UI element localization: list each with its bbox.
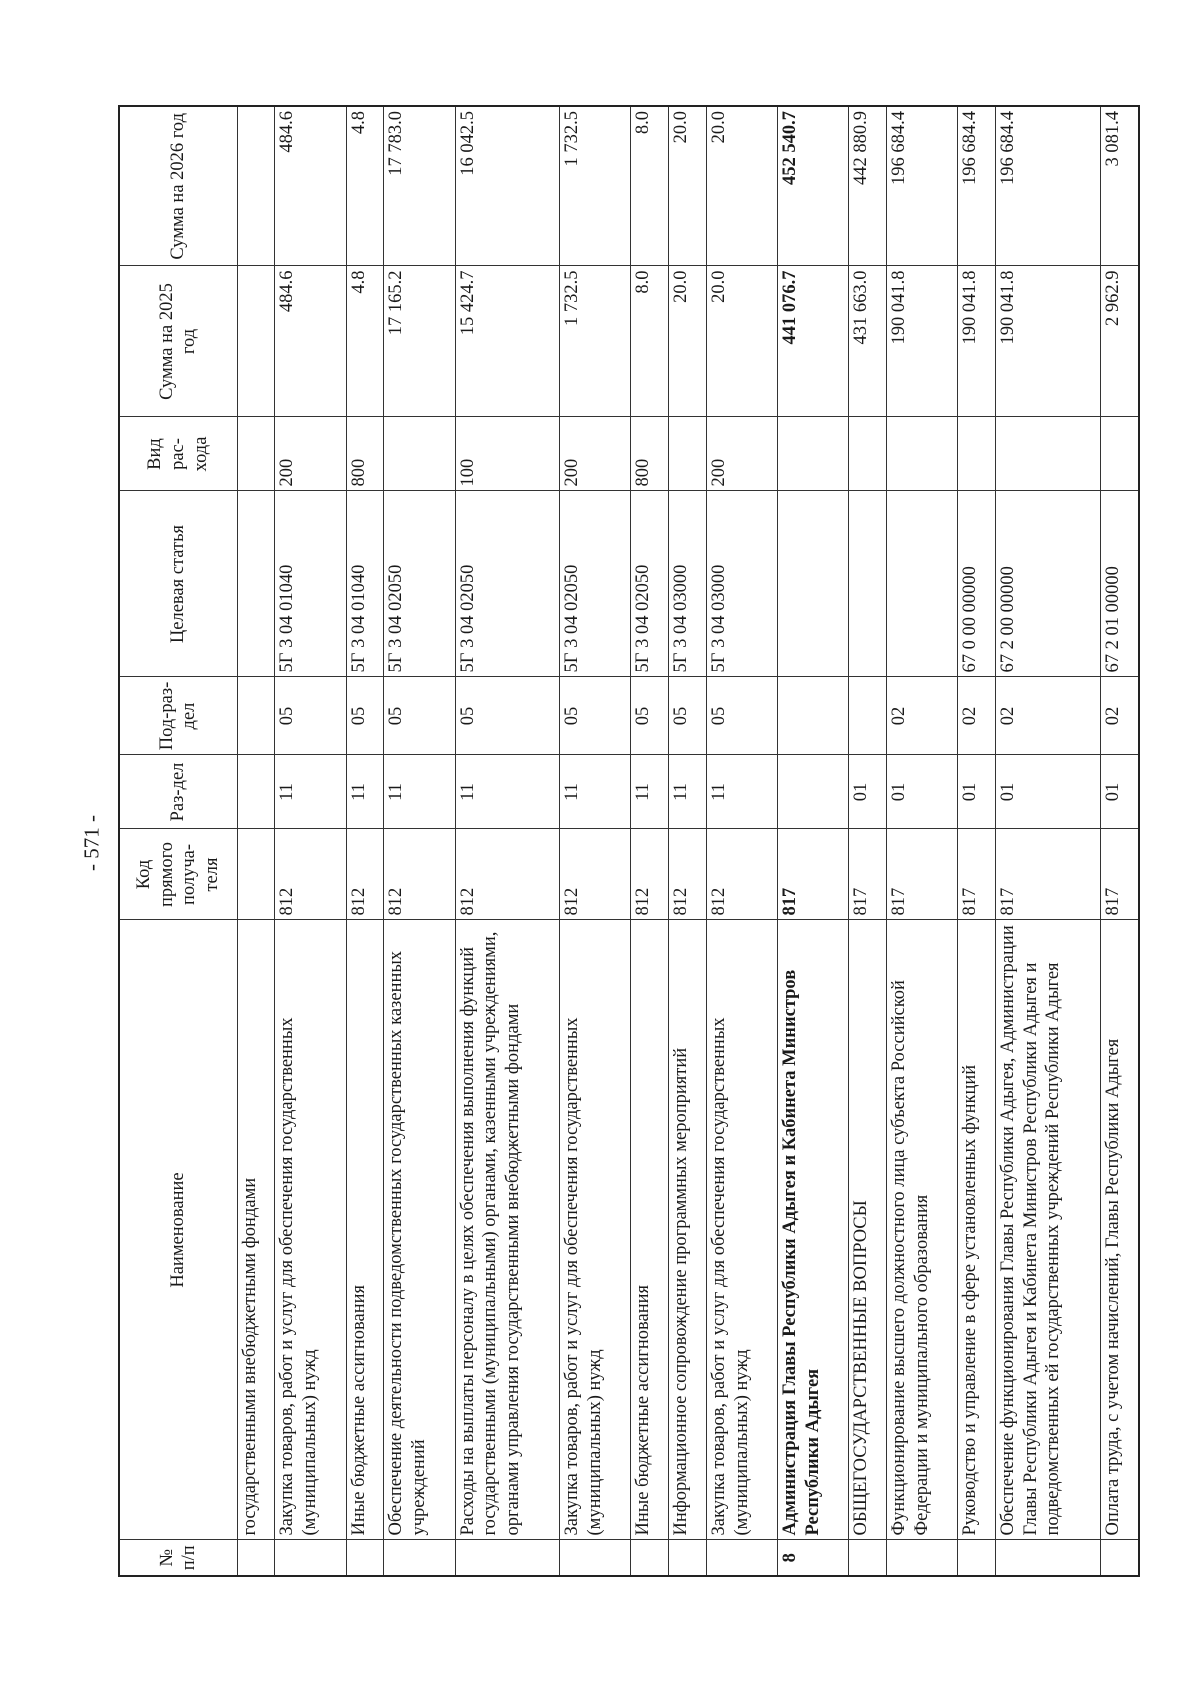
cell-sum-2025 — [237, 266, 275, 417]
cell-code: 817 — [887, 829, 958, 920]
table-row — [1100, 106, 1139, 1576]
cell-num — [669, 1540, 707, 1576]
cell-sum-2026: 3 081.4 — [1100, 106, 1139, 266]
table-row — [958, 106, 996, 1576]
cell-num — [1100, 1540, 1139, 1576]
cell-sum-2025: 20.0 — [669, 266, 707, 417]
table-row — [384, 106, 455, 1576]
cell-num: 8 — [778, 1540, 849, 1576]
cell-name: Информационное сопровождение программных мероприятий — [669, 920, 707, 1540]
table-body — [237, 106, 1139, 1576]
cell-sum-2026: 8.0 — [631, 106, 669, 266]
cell-article: 67 2 00 00000 — [996, 491, 1101, 677]
cell-name: Функционирование высшего должностного лица субъекта Российской Федерации и муниципального образования — [887, 920, 958, 1540]
cell-code: 817 — [996, 829, 1101, 920]
cell-sum-2026: 442 880.9 — [849, 106, 887, 266]
cell-article: 5Г 3 04 02050 — [560, 491, 631, 677]
cell-sum-2025: 15 424.7 — [455, 266, 560, 417]
cell-sum-2025: 431 663.0 — [849, 266, 887, 417]
cell-section: 11 — [560, 755, 631, 829]
table-row — [778, 106, 849, 1576]
cell-sum-2026 — [237, 106, 275, 266]
cell-sum-2026: 20.0 — [706, 106, 777, 266]
cell-num — [849, 1540, 887, 1576]
cell-subsection: 05 — [706, 677, 777, 755]
cell-expense-type: 100 — [455, 417, 560, 491]
cell-subsection — [778, 677, 849, 755]
cell-sum-2026: 16 042.5 — [455, 106, 560, 266]
cell-article: 67 0 00 00000 — [958, 491, 996, 677]
cell-sum-2026: 452 540.7 — [778, 106, 849, 266]
cell-article: 5Г 3 04 02050 — [455, 491, 560, 677]
cell-sum-2025: 190 041.8 — [887, 266, 958, 417]
cell-num — [237, 1540, 275, 1576]
header-subsection: Под-раз-дел — [119, 677, 237, 755]
cell-section — [778, 755, 849, 829]
cell-name: Обеспечение функционирования Главы Республики Адыгея, Администрации Главы Республики Адыгея и Кабинета Министров Республики Адыгея и подведомственных ей государственных учреждений Республики Адыгея — [996, 920, 1101, 1540]
table-row — [996, 106, 1101, 1576]
cell-expense-type — [958, 417, 996, 491]
cell-expense-type: 800 — [346, 417, 384, 491]
cell-section: 11 — [706, 755, 777, 829]
cell-num — [346, 1540, 384, 1576]
cell-section: 11 — [669, 755, 707, 829]
cell-section: 01 — [849, 755, 887, 829]
cell-name: Оплата труда, с учетом начислений, Главы Республики Адыгея — [1100, 920, 1139, 1540]
cell-article: 67 2 01 00000 — [1100, 491, 1139, 677]
cell-section: 01 — [996, 755, 1101, 829]
cell-code: 812 — [346, 829, 384, 920]
cell-sum-2026: 1 732.5 — [560, 106, 631, 266]
cell-section: 11 — [631, 755, 669, 829]
cell-sum-2026: 196 684.4 — [958, 106, 996, 266]
cell-subsection: 05 — [346, 677, 384, 755]
cell-sum-2025: 17 165.2 — [384, 266, 455, 417]
cell-article — [237, 491, 275, 677]
cell-article: 5Г 3 04 03000 — [706, 491, 777, 677]
cell-sum-2026: 196 684.4 — [887, 106, 958, 266]
cell-code: 812 — [631, 829, 669, 920]
cell-sum-2025: 484.6 — [275, 266, 346, 417]
cell-sum-2026: 20.0 — [669, 106, 707, 266]
cell-subsection: 05 — [384, 677, 455, 755]
cell-subsection: 02 — [996, 677, 1101, 755]
cell-expense-type — [669, 417, 707, 491]
cell-sum-2026: 4.8 — [346, 106, 384, 266]
table-row — [275, 106, 346, 1576]
cell-subsection — [849, 677, 887, 755]
table-row — [631, 106, 669, 1576]
cell-num — [887, 1540, 958, 1576]
cell-article — [778, 491, 849, 677]
cell-sum-2025: 20.0 — [706, 266, 777, 417]
cell-num — [560, 1540, 631, 1576]
cell-name: Иные бюджетные ассигнования — [346, 920, 384, 1540]
cell-num — [958, 1540, 996, 1576]
cell-section: 11 — [455, 755, 560, 829]
page-number: - 571 - — [79, 815, 104, 871]
header-article: Целевая статья — [119, 491, 237, 677]
cell-code: 812 — [706, 829, 777, 920]
cell-expense-type — [996, 417, 1101, 491]
cell-code: 817 — [1100, 829, 1139, 920]
cell-code: 812 — [455, 829, 560, 920]
cell-code: 817 — [849, 829, 887, 920]
header-sum-2025: Сумма на 2025 год — [119, 266, 237, 417]
table-row — [237, 106, 275, 1576]
cell-subsection: 02 — [1100, 677, 1139, 755]
cell-subsection: 05 — [669, 677, 707, 755]
cell-code: 812 — [669, 829, 707, 920]
cell-code — [237, 829, 275, 920]
cell-sum-2025: 1 732.5 — [560, 266, 631, 417]
cell-sum-2025: 8.0 — [631, 266, 669, 417]
cell-name: Администрация Главы Республики Адыгея и Кабинета Министров Республики Адыгея — [778, 920, 849, 1540]
cell-section: 11 — [346, 755, 384, 829]
cell-section: 01 — [887, 755, 958, 829]
cell-expense-type: 200 — [560, 417, 631, 491]
table-row — [849, 106, 887, 1576]
header-expense-type: Вид рас-хода — [119, 417, 237, 491]
header-code: Код прямого получа-теля — [119, 829, 237, 920]
header-sum-2026: Сумма на 2026 год — [119, 106, 237, 266]
cell-expense-type — [1100, 417, 1139, 491]
table-row — [706, 106, 777, 1576]
cell-name: Руководство и управление в сфере установленных функций — [958, 920, 996, 1540]
cell-expense-type: 200 — [275, 417, 346, 491]
cell-subsection: 05 — [275, 677, 346, 755]
cell-name: Закупка товаров, работ и услуг для обеспечения государственных (муниципальных) нужд — [275, 920, 346, 1540]
cell-num — [996, 1540, 1101, 1576]
cell-subsection: 05 — [631, 677, 669, 755]
table-row — [887, 106, 958, 1576]
budget-table — [118, 105, 1140, 1577]
table-row — [560, 106, 631, 1576]
cell-name: ОБЩЕГОСУДАРСТВЕННЫЕ ВОПРОСЫ — [849, 920, 887, 1540]
cell-expense-type — [384, 417, 455, 491]
cell-expense-type — [849, 417, 887, 491]
cell-name: Расходы на выплаты персоналу в целях обеспечения выполнения функций государственными (муниципальными) органами, казенными учреждениями, органами управления государственными внебюджетными фондами — [455, 920, 560, 1540]
cell-sum-2026: 17 783.0 — [384, 106, 455, 266]
header-section: Раз-дел — [119, 755, 237, 829]
cell-section: 11 — [384, 755, 455, 829]
cell-code: 812 — [560, 829, 631, 920]
cell-name: государственными внебюджетными фондами — [237, 920, 275, 1540]
cell-sum-2025: 190 041.8 — [996, 266, 1101, 417]
cell-sum-2025: 441 076.7 — [778, 266, 849, 417]
cell-subsection: 05 — [455, 677, 560, 755]
table-row — [455, 106, 560, 1576]
cell-section — [237, 755, 275, 829]
cell-expense-type — [887, 417, 958, 491]
rotated-table-wrapper — [118, 107, 1140, 1577]
cell-code: 812 — [275, 829, 346, 920]
table-row — [669, 106, 707, 1576]
cell-num — [384, 1540, 455, 1576]
cell-article — [887, 491, 958, 677]
cell-expense-type — [237, 417, 275, 491]
header-row — [119, 106, 237, 1576]
cell-name: Обеспечение деятельности подведомственных государственных казенных учреждений — [384, 920, 455, 1540]
header-name: Наименование — [119, 920, 237, 1540]
table-row — [346, 106, 384, 1576]
cell-expense-type: 200 — [706, 417, 777, 491]
cell-code: 817 — [958, 829, 996, 920]
cell-expense-type: 800 — [631, 417, 669, 491]
cell-article: 5Г 3 04 01040 — [275, 491, 346, 677]
cell-code: 817 — [778, 829, 849, 920]
header-num: № п/п — [119, 1540, 237, 1576]
cell-section: 01 — [1100, 755, 1139, 829]
cell-section: 11 — [275, 755, 346, 829]
cell-article: 5Г 3 04 02050 — [631, 491, 669, 677]
cell-article — [849, 491, 887, 677]
cell-section: 01 — [958, 755, 996, 829]
cell-article: 5Г 3 04 01040 — [346, 491, 384, 677]
cell-article: 5Г 3 04 02050 — [384, 491, 455, 677]
cell-num — [631, 1540, 669, 1576]
cell-subsection: 02 — [958, 677, 996, 755]
cell-num — [455, 1540, 560, 1576]
cell-subsection: 02 — [887, 677, 958, 755]
cell-name: Иные бюджетные ассигнования — [631, 920, 669, 1540]
cell-num — [706, 1540, 777, 1576]
cell-sum-2025: 4.8 — [346, 266, 384, 417]
cell-name: Закупка товаров, работ и услуг для обеспечения государственных (муниципальных) нужд — [560, 920, 631, 1540]
cell-num — [275, 1540, 346, 1576]
cell-sum-2026: 484.6 — [275, 106, 346, 266]
cell-expense-type — [778, 417, 849, 491]
cell-subsection: 05 — [560, 677, 631, 755]
cell-subsection — [237, 677, 275, 755]
cell-sum-2026: 196 684.4 — [996, 106, 1101, 266]
cell-code: 812 — [384, 829, 455, 920]
cell-sum-2025: 2 962.9 — [1100, 266, 1139, 417]
cell-name: Закупка товаров, работ и услуг для обеспечения государственных (муниципальных) нужд — [706, 920, 777, 1540]
cell-article: 5Г 3 04 03000 — [669, 491, 707, 677]
cell-sum-2025: 190 041.8 — [958, 266, 996, 417]
